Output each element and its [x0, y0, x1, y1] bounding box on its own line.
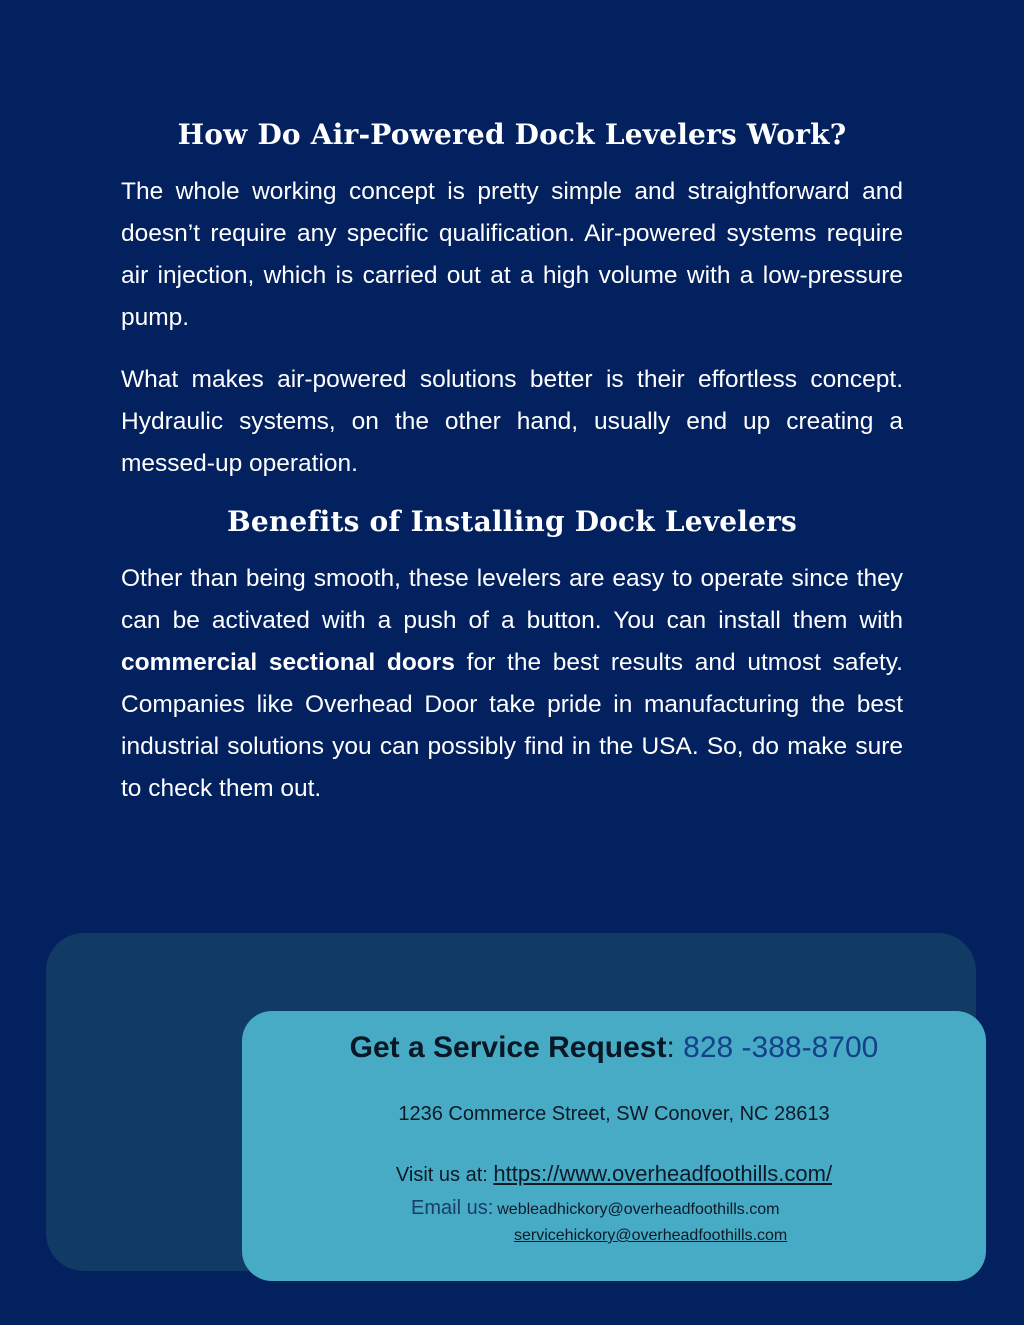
contact-card	[242, 1011, 986, 1281]
service-request-line	[242, 1031, 986, 1065]
paragraph-working-concept: The whole working concept is pretty simple and straightforward and doesn’t require any specific qualification. Air-powered systems require air injection, which is carried out at a high volume with a low-pressure pump.	[121, 178, 903, 331]
main-content	[121, 118, 903, 830]
service-request-label: Get a Service Request	[349, 1031, 667, 1064]
street-address: 1236 Commerce Street, SW Conover, NC 28613	[398, 1103, 830, 1125]
email-line	[411, 1197, 779, 1220]
website-link[interactable]: https://www.overheadfoothills.com/	[493, 1161, 833, 1186]
benefits-text-end: for the best results and utmost safety. Companies like Overhead Door take pride in manufacturing the best industrial solutions you can possibly find in the USA. So, do make sure to check them out.	[121, 649, 903, 802]
visit-line	[242, 1161, 986, 1187]
section-heading-benefits: Benefits of Installing Dock Levelers	[226, 505, 798, 538]
paragraph-benefits	[121, 558, 903, 810]
email-service[interactable]: servicehickory@overheadfoothills.com	[514, 1227, 788, 1244]
service-request-colon: :	[666, 1031, 675, 1064]
benefits-text-start: Other than being smooth, these levelers are easy to operate since they can be activated with a push of a button. You can install them with	[121, 565, 903, 634]
paragraph-air-powered-better: What makes air-powered solutions better is their effortless concept. Hydraulic systems, on the other hand, usually end up creating a messed-up operation.	[121, 366, 903, 477]
section-heading-how-it-works: How Do Air-Powered Dock Levelers Work?	[177, 118, 847, 151]
email-web-lead[interactable]: webleadhickory@overheadfoothills.com	[497, 1201, 780, 1218]
email-label: Email us:	[411, 1197, 494, 1219]
phone-number[interactable]: 828 -388-8700	[674, 1031, 879, 1064]
visit-label: Visit us at:	[395, 1164, 494, 1186]
commercial-sectional-doors-link[interactable]: commercial sectional doors	[121, 649, 455, 676]
